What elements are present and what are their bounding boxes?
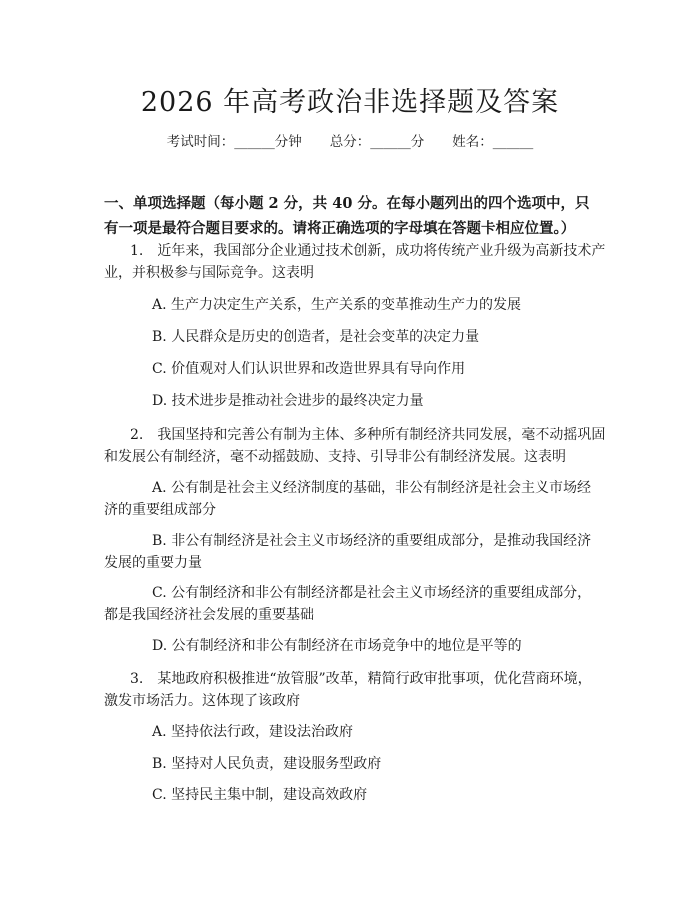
question-2-stem-line-2: 和发展公有制经济，毫不动摇鼓励、支持、引导非公有制经济发展。这表明 bbox=[104, 449, 566, 465]
question-2-option-c-line-1: C. 公有制经济和非公有制经济都是社会主义市场经济的重要组成部分， bbox=[152, 585, 592, 601]
total-score-field: 总分：______分 bbox=[329, 134, 425, 150]
question-3-stem-line-1: 3. 某地政府积极推进“放管服”改革，精简行政审批事项，优化营商环境， bbox=[130, 671, 592, 687]
question-2-option-b-line-1: B. 非公有制经济是社会主义市场经济的重要组成部分，是推动我国经济 bbox=[152, 533, 592, 549]
question-2-option-b-line-2: 发展的重要力量 bbox=[104, 555, 202, 571]
question-1-option-d: D. 技术进步是推动社会进步的最终决定力量 bbox=[152, 393, 424, 409]
question-3-option-b: B. 坚持对人民负责，建设服务型政府 bbox=[152, 756, 382, 772]
student-name-field: 姓名：______ bbox=[452, 134, 534, 150]
question-3-stem-line-2: 激发市场活力。这体现了该政府 bbox=[104, 693, 300, 709]
question-1-option-c: C. 价值观对人们认识世界和改造世界具有导向作用 bbox=[152, 361, 466, 377]
question-3-option-a: A. 坚持依法行政，建设法治政府 bbox=[152, 724, 354, 740]
question-2-option-d: D. 公有制经济和非公有制经济在市场竞争中的地位是平等的 bbox=[152, 638, 522, 654]
question-1-stem-line-2: 业，并积极参与国际竞争。这表明 bbox=[104, 265, 314, 281]
question-2-option-c-line-2: 都是我国经济社会发展的重要基础 bbox=[104, 607, 314, 623]
page-title: 2026 年高考政治非选择题及答案 bbox=[140, 87, 560, 118]
question-2-option-a-line-1: A. 公有制是社会主义经济制度的基础，非公有制经济是社会主义市场经 bbox=[152, 480, 592, 496]
question-3-option-c: C. 坚持民主集中制，建设高效政府 bbox=[152, 787, 368, 803]
section-heading: 一、单项选择题（每小题 2 分，共 40 分。在每小题列出的四个选项中，只有一项是最符合题目要求的。请将正确选项的字母填在答题卡相应位置。） bbox=[104, 195, 590, 237]
question-2-stem-line-1: 2. 我国坚持和完善公有制为主体、多种所有制经济共同发展，毫不动摇巩固 bbox=[130, 427, 606, 443]
question-2-option-a-line-2: 济的重要组成部分 bbox=[104, 502, 216, 518]
question-1-option-a: A. 生产力决定生产关系，生产关系的变革推动生产力的发展 bbox=[152, 297, 522, 313]
exam-meta bbox=[0, 130, 700, 150]
exam-time-field: 考试时间：______分钟 bbox=[166, 134, 302, 150]
question-1-stem-line-1: 1. 近年来，我国部分企业通过技术创新，成功将传统产业升级为高新技术产 bbox=[130, 243, 606, 259]
question-1-option-b: B. 人民群众是历史的创造者，是社会变革的决定力量 bbox=[152, 329, 480, 345]
